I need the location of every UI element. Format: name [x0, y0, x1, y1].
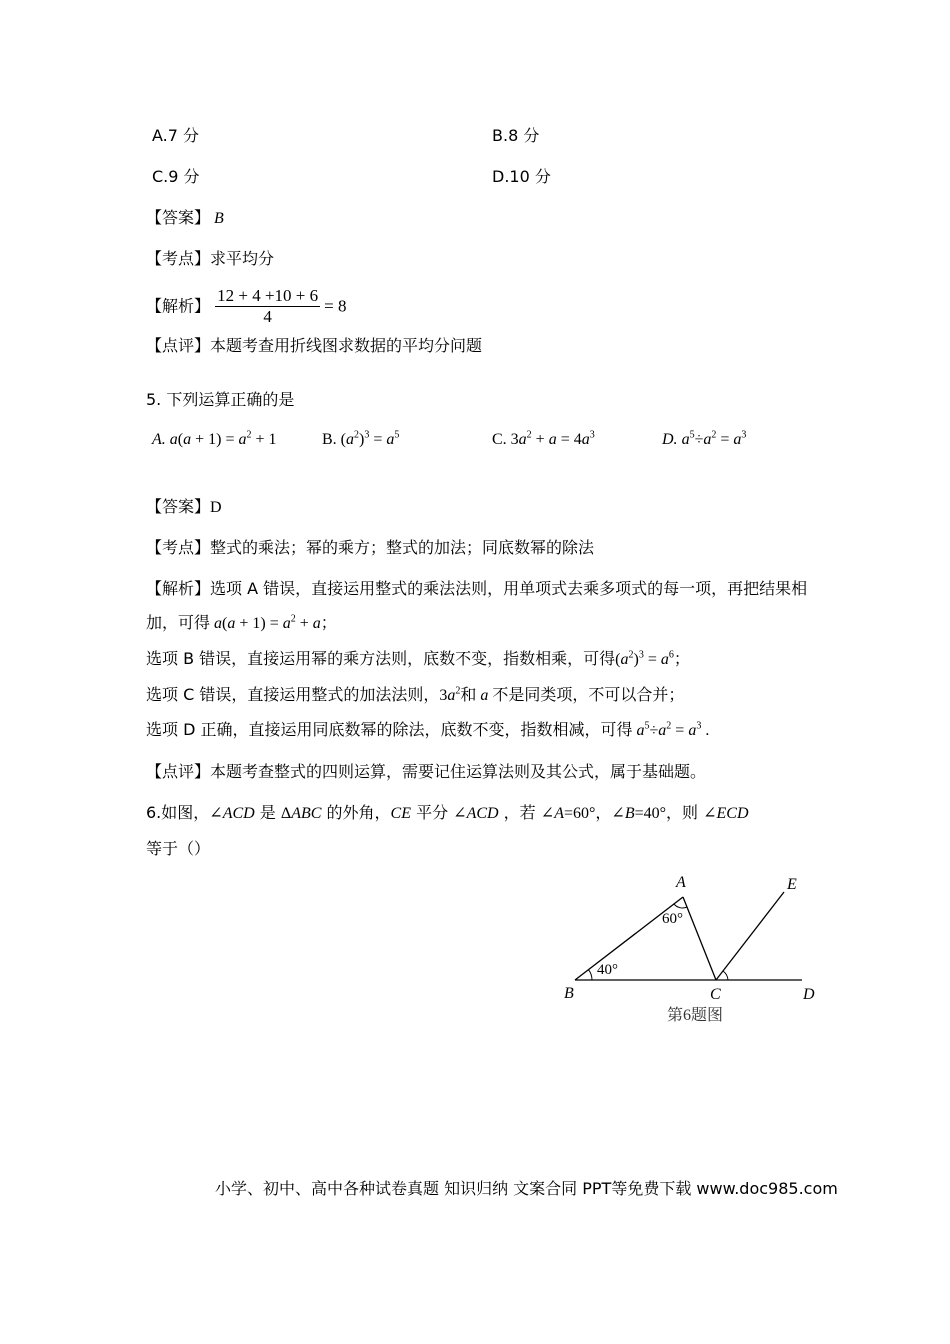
q5-stem: 5. 下列运算正确的是	[146, 390, 295, 409]
angle-b-arc	[589, 970, 593, 980]
stem-text: ，若	[503, 803, 536, 822]
line-d-text: 选项 D 正确，直接运用同底数幂的除法，底数不变，指数相减，可得	[146, 720, 633, 739]
footer-banner: 小学、初中、高中各种试卷真题 知识归纳 文案合同 PPT等免费下载 www.doc985.com	[215, 1179, 838, 1198]
angle-b: ∠B	[611, 805, 635, 822]
stem-text: 6.如图，	[146, 803, 210, 822]
angle-ecd-arc	[723, 971, 728, 980]
ray-ce	[716, 892, 784, 980]
q5-analysis-line2	[146, 613, 337, 634]
segment-ab	[575, 897, 683, 980]
formula-a: $a(a + 1) = a^2 + a$；	[214, 613, 337, 632]
q5-line-c	[146, 685, 684, 706]
topic-label: 【考点】	[146, 538, 211, 557]
segment-ac	[683, 897, 716, 980]
q5-analysis-line1	[146, 579, 807, 599]
line-c-mid: 和	[460, 685, 477, 704]
angle-a-label: 60°	[662, 911, 683, 927]
q5-line-b	[146, 649, 690, 670]
answer-label: 【答案】	[146, 208, 211, 227]
stem-text: 平分	[416, 803, 449, 822]
label-a: A	[676, 874, 686, 891]
formula-b: $(a^2)^3 = a^6$；	[615, 649, 690, 668]
answer-value: B	[214, 210, 224, 227]
q6-stem-line1	[146, 803, 749, 824]
angle-a-arc	[674, 904, 687, 908]
stem-text: =40°，则	[634, 805, 699, 822]
figure-caption: 第6题图	[667, 1007, 724, 1024]
angle-acd: ∠ACD	[453, 805, 499, 822]
fraction-denominator: 4	[263, 307, 272, 326]
option-c: C.9 分	[152, 167, 200, 186]
angle-b-label: 40°	[597, 962, 618, 978]
term-a: a	[480, 687, 489, 704]
analysis-text: 加，可得	[146, 613, 211, 632]
answer-label: 【答案】	[146, 497, 211, 516]
q4-topic	[146, 249, 274, 269]
topic-value: 求平均分	[210, 249, 275, 268]
label-e: E	[787, 876, 797, 893]
topic-label: 【考点】	[146, 249, 211, 268]
q5-answer	[146, 497, 222, 518]
fraction-numerator: 12 + 4 +10 + 6	[217, 286, 319, 305]
segment-ce: CE	[390, 805, 411, 822]
angle-a: ∠A	[540, 805, 564, 822]
q5-option-a: A. $a(a + 1) = a^2 + 1$	[152, 429, 277, 448]
comment-label: 【点评】	[146, 336, 211, 355]
answer-value: D	[210, 499, 222, 516]
formula-d: $a^5\div a^2 = a^3$ .	[636, 720, 710, 739]
q5-option-d: D. $a^5\div a^2 = a^3$	[662, 429, 747, 448]
stem-text: 是	[259, 803, 276, 822]
average-fraction	[215, 286, 320, 327]
line-c-pre: 选项 C 错误，直接运用整式的加法法则，	[146, 685, 440, 704]
fraction-result: = 8	[324, 296, 347, 316]
line-b-text: 选项 B 错误，直接运用幂的乘方法则，底数不变，指数相乘，可得	[146, 649, 616, 668]
stem-text: 的外角，	[326, 803, 391, 822]
q5-line-d	[146, 720, 709, 741]
q5-topic	[146, 538, 594, 558]
stem-text: =60°，	[563, 805, 612, 822]
q5-option-c: C. $3a^2 + a = 4a^3$	[492, 429, 595, 448]
comment-value: 本题考查整式的四则运算，需要记住运算法则及其公式，属于基础题。	[210, 762, 707, 781]
q5-comment	[146, 762, 706, 782]
triangle-figure	[555, 865, 835, 1030]
comment-label: 【点评】	[146, 762, 211, 781]
q4-answer	[146, 208, 224, 229]
q4-analysis	[146, 286, 346, 327]
topic-value: 整式的乘法；幂的乘方；整式的加法；同底数幂的除法	[210, 538, 595, 557]
option-a: A.7 分	[152, 126, 200, 145]
analysis-label: 【解析】	[146, 579, 211, 598]
q5-option-b: B. $(a^2)^3 = a^5$	[322, 429, 400, 448]
option-d: D.10 分	[492, 167, 551, 186]
term-3a2: $3a^2$	[439, 685, 461, 704]
comment-value: 本题考查用折线图求数据的平均分问题	[210, 336, 483, 355]
line-c-post: 不是同类项，不可以合并；	[492, 685, 685, 704]
analysis-text: 选项 A 错误，直接运用整式的乘法法则，用单项式去乘多项式的每一项，再把结果相	[210, 579, 808, 598]
triangle-abc: ΔABC	[280, 805, 322, 822]
q6-stem-line2: 等于（）	[146, 839, 211, 858]
label-b: B	[564, 985, 574, 1002]
angle-acd: ∠ACD	[209, 805, 255, 822]
analysis-label: 【解析】	[146, 296, 211, 316]
option-b: B.8 分	[492, 126, 540, 145]
label-c: C	[710, 986, 721, 1003]
label-d: D	[803, 986, 815, 1003]
q4-comment	[146, 336, 482, 356]
angle-ecd: ∠ECD	[703, 805, 749, 822]
